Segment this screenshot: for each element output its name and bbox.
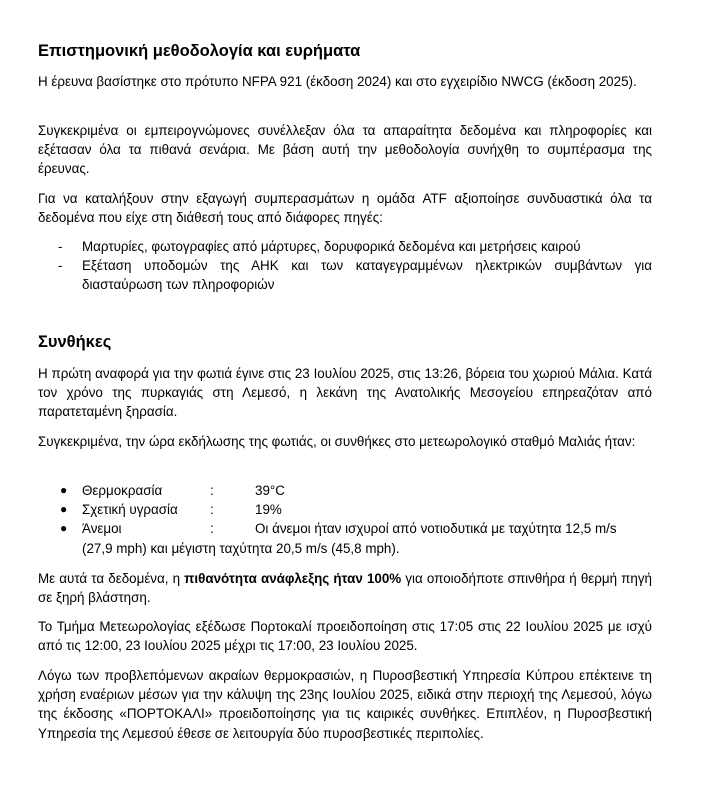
condition-label: Θερμοκρασία — [82, 483, 163, 498]
condition-temperature — [38, 481, 652, 500]
paragraph-station-conditions: Συγκεκριμένα, την ώρα εκδήλωσης της φωτιάς, οι συνθήκες στο μετεωρολογικό σταθμό Μαλιάς ήταν: — [38, 434, 636, 449]
section-title-conditions: Συνθήκες — [38, 333, 112, 351]
paragraph-atf-team: Για να καταλήξουν στην εξαγωγή συμπερασμάτων η ομάδα ATF αξιοποίησε συνδυαστικά όλα τα δεδομένα που είχε στη διάθεσή τους από διάφορες πηγές: — [38, 191, 652, 226]
dash-marker: - — [58, 239, 63, 254]
section-title-methodology: Επιστημονική μεθοδολογία και ευρήματα — [38, 42, 361, 60]
sources-list — [38, 237, 652, 295]
bullet-marker: ● — [60, 521, 68, 536]
condition-value: 19% — [255, 502, 282, 518]
condition-value: Οι άνεμοι ήταν ισχυροί από νοτιοδυτικά με ταχύτητα 12,5 m/s — [255, 521, 617, 537]
condition-separator: : — [210, 483, 214, 498]
bullet-marker: ● — [60, 502, 68, 517]
paragraph-experts: Συγκεκριμένα οι εμπειρογνώμονες συνέλλεξαν όλα τα απαραίτητα δεδομένα και πληροφορίες και εξέτασαν όλα τα πιθανά σενάρια. Με βάση αυτή την μεθοδολογία συνήχθη το συμπέρασμα της έρευνας. — [38, 123, 652, 177]
condition-label: Σχετική υγρασία — [82, 502, 178, 518]
condition-separator: : — [210, 502, 214, 518]
condition-humidity — [38, 500, 652, 519]
paragraph-first-report: Η πρώτη αναφορά για την φωτιά έγινε στις 23 Ιουλίου 2025, στις 13:26, βόρεια του χωριού Μάλια. Κατά τον χρόνο της πυρκαγιάς στη Λεμεσό, η λεκάνη της Ανατολικής Μεσογείου επηρεαζόταν από παρατεταμένη ξηρασία. — [38, 366, 652, 420]
ignition-probability-emphasis: πιθανότητα ανάφλεξης ήταν 100% — [184, 571, 402, 586]
paragraph-research-basis: Η έρευνα βασίστηκε στο πρότυπο NFPA 921 (έκδοση 2024) και στο εγχειρίδιο NWCG (έκδοση 2025). — [38, 74, 637, 89]
paragraph-fire-service: Λόγω των προβλεπόμενων ακραίων θερμοκρασιών, η Πυροσβεστική Υπηρεσία Κύπρου επέκτεινε τη χρήση εναέριων μέσων για την κάλυψη της 23ης Ιουλίου 2025, ειδικά στην περιοχή της Λεμεσού, λόγω της έκδοσης «ΠΟΡΤΟΚΑΛΙ» προειδοποίησης για τις καιρικές συνθήκες. Επιπλέον, η Πυροσβεστική Υπηρεσία της Λεμεσού έθεσε σε λειτουργία δύο πυροσβεστικές περιπολίες. — [38, 668, 652, 741]
condition-value: 39°C — [255, 483, 285, 498]
conditions-list — [38, 481, 652, 558]
ignition-text-post: για οποιοδήποτε σπινθήρα ή θερμή πηγή σε ξηρή βλάστηση. — [38, 571, 652, 606]
list-item — [38, 256, 652, 294]
paragraph-orange-warning: Το Τμήμα Μετεωρολογίας εξέδωσε Πορτοκαλί προειδοποίηση στις 17:05 στις 22 Ιουλίου 2025 με ισχύ από τις 12:00, 23 Ιουλίου 2025 μέχρι τις 17:00, 23 Ιουλίου 2025. — [38, 619, 652, 654]
condition-winds — [38, 519, 652, 557]
condition-separator: : — [210, 521, 214, 537]
paragraph-ignition-probability — [38, 569, 652, 607]
list-item — [38, 237, 652, 256]
bullet-marker: ● — [60, 483, 68, 497]
ignition-text-pre: Με αυτά τα δεδομένα, η — [38, 571, 185, 586]
condition-value-continued: (27,9 mph) και μέγιστη ταχύτητα 20,5 m/s (45,8 mph). — [82, 540, 400, 556]
list-item-text: Μαρτυρίες, φωτογραφίες από μάρτυρες, δορυφορικά δεδομένα και μετρήσεις καιρού — [82, 239, 581, 254]
list-item-text: Εξέταση υποδομών της ΑΗΚ και των καταγεγραμμένων ηλεκτρικών συμβάντων για διασταύρωση των πληροφοριών — [82, 258, 652, 293]
condition-label: Άνεμοι — [82, 521, 122, 537]
dash-marker: - — [58, 258, 63, 274]
